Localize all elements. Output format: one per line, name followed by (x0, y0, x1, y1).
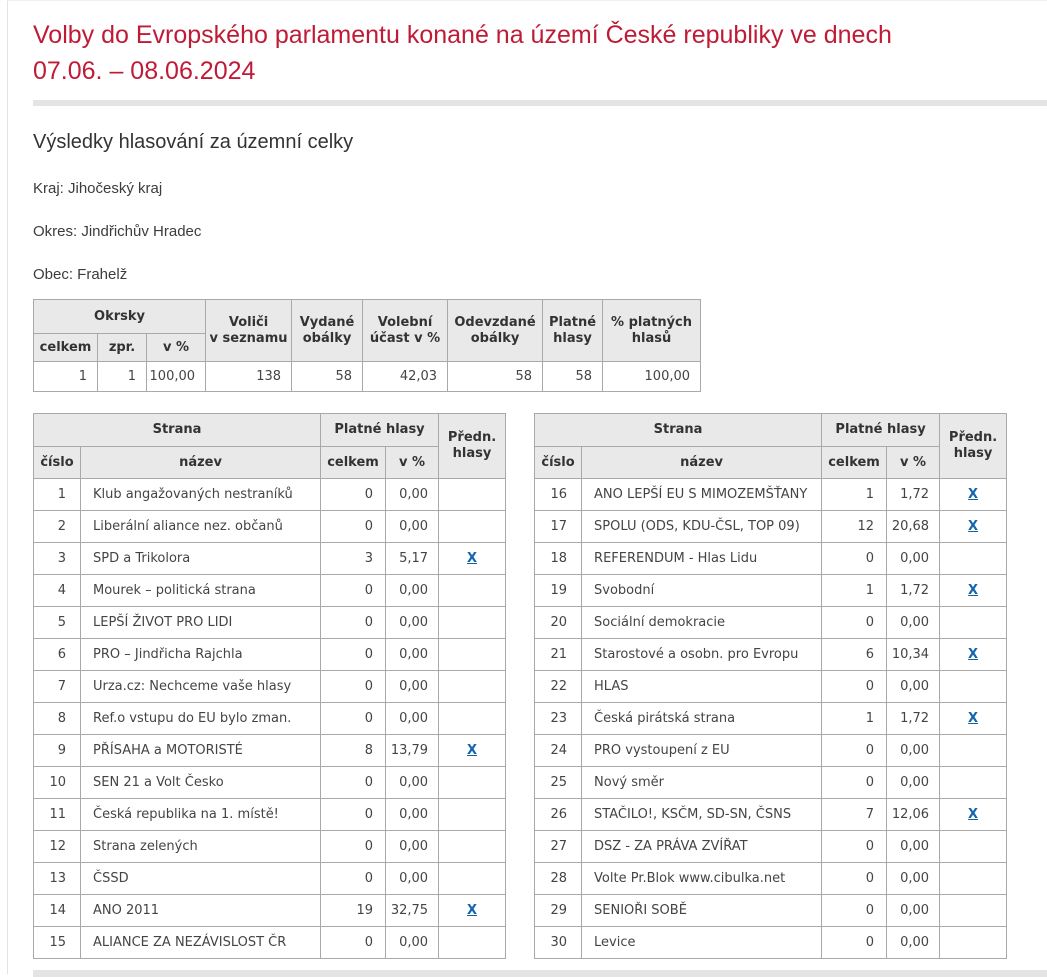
party-name: Nový směr (582, 767, 822, 799)
party-number: 3 (34, 543, 81, 575)
party-pref-cell (940, 575, 1007, 607)
nazev-header: název (582, 447, 822, 479)
party-votes-total: 8 (321, 735, 386, 767)
section-heading: Výsledky hlasování za územní celky (33, 131, 354, 153)
party-votes-total: 0 (822, 863, 887, 895)
party-name: PŘÍSAHA a MOTORISTÉ (81, 735, 321, 767)
party-name: Levice (582, 927, 822, 959)
party-votes-total: 0 (321, 575, 386, 607)
valid-votes-pct-value: 100,00 (603, 362, 701, 392)
party-pref-cell (439, 799, 506, 831)
title-divider (33, 100, 1047, 106)
party-number: 20 (535, 607, 582, 639)
party-votes-pct: 0,00 (386, 575, 439, 607)
party-number: 16 (535, 479, 582, 511)
party-pref-cell (940, 767, 1007, 799)
party-row (535, 543, 1007, 575)
party-row (34, 607, 506, 639)
pref-votes-link[interactable]: X (467, 743, 478, 758)
col-header-line: Vydané (299, 314, 355, 330)
party-votes-total: 3 (321, 543, 386, 575)
party-name: Česká republika na 1. místě! (81, 799, 321, 831)
party-votes-pct: 10,34 (887, 639, 940, 671)
party-row (34, 671, 506, 703)
col-header-line: Platné (549, 314, 597, 330)
page-top-rule (7, 0, 1047, 1)
page-title (33, 0, 1047, 89)
party-votes-total: 0 (822, 671, 887, 703)
party-votes-total: 6 (822, 639, 887, 671)
party-results-table-left (33, 413, 506, 959)
party-votes-pct: 12,06 (887, 799, 940, 831)
party-votes-pct: 0,00 (887, 607, 940, 639)
party-votes-pct: 0,00 (386, 799, 439, 831)
party-votes-total: 0 (321, 799, 386, 831)
party-name: ANO 2011 (81, 895, 321, 927)
party-votes-total: 0 (321, 639, 386, 671)
party-votes-total: 1 (822, 703, 887, 735)
party-pref-cell (439, 543, 506, 575)
cislo-header: číslo (535, 447, 582, 479)
party-pref-cell (940, 607, 1007, 639)
predn-hlasy-header (940, 414, 1007, 479)
party-votes-pct: 0,00 (386, 639, 439, 671)
region-line-kraj: Kraj: Jihočeský kraj (33, 180, 163, 197)
party-pref-cell (439, 735, 506, 767)
party-votes-pct: 0,00 (887, 543, 940, 575)
party-votes-total: 0 (321, 927, 386, 959)
party-votes-pct: 32,75 (386, 895, 439, 927)
party-name: Liberální aliance nez. občanů (81, 511, 321, 543)
party-pref-cell (940, 543, 1007, 575)
party-row (535, 575, 1007, 607)
celkem-header: celkem (321, 447, 386, 479)
party-results-table-right (534, 413, 1007, 959)
v-pct-header: v % (386, 447, 439, 479)
party-number: 17 (535, 511, 582, 543)
okrsky-group-header: Okrsky (34, 300, 206, 334)
party-row (535, 927, 1007, 959)
party-row (535, 735, 1007, 767)
party-votes-pct: 0,00 (386, 863, 439, 895)
party-row (535, 607, 1007, 639)
party-pref-cell (439, 927, 506, 959)
subcol-header-precincts-total: celkem (34, 334, 98, 362)
party-pref-cell (940, 703, 1007, 735)
col-header-line: % platných (611, 314, 693, 330)
party-votes-pct: 0,00 (386, 703, 439, 735)
predn-hlasy-header-line: hlasy (452, 446, 492, 461)
predn-hlasy-header (439, 414, 506, 479)
party-votes-total: 1 (822, 575, 887, 607)
party-name: ČSSD (81, 863, 321, 895)
col-header-line: Voliči (228, 314, 269, 330)
party-pref-cell (439, 671, 506, 703)
col-header-line: hlasů (631, 330, 672, 346)
party-name: ALIANCE ZA NEZÁVISLOST ČR (81, 927, 321, 959)
party-number: 14 (34, 895, 81, 927)
party-votes-total: 0 (822, 927, 887, 959)
turnout-pct-value: 42,03 (363, 362, 448, 392)
party-votes-total: 0 (321, 511, 386, 543)
party-pref-cell (940, 895, 1007, 927)
party-name: Ref.o vstupu do EU bylo zman. (81, 703, 321, 735)
party-number: 22 (535, 671, 582, 703)
party-pref-cell (940, 831, 1007, 863)
party-pref-cell (940, 799, 1007, 831)
pref-votes-link[interactable]: X (968, 583, 979, 598)
party-votes-pct: 5,17 (386, 543, 439, 575)
page-title-line2: 07.06. – 08.06.2024 (33, 57, 256, 85)
party-name: HLAS (582, 671, 822, 703)
party-number: 5 (34, 607, 81, 639)
col-header-valid-votes (543, 300, 603, 362)
party-name: LEPŠÍ ŽIVOT PRO LIDI (81, 607, 321, 639)
party-votes-pct: 0,00 (887, 831, 940, 863)
platne-hlasy-group-header: Platné hlasy (822, 414, 940, 447)
party-name: Strana zelených (81, 831, 321, 863)
party-votes-total: 12 (822, 511, 887, 543)
party-votes-total: 0 (822, 735, 887, 767)
party-votes-pct: 0,00 (386, 831, 439, 863)
subcol-header-precincts-processed: zpr. (98, 334, 147, 362)
party-votes-pct: 0,00 (386, 767, 439, 799)
nazev-header: název (81, 447, 321, 479)
party-votes-total: 0 (321, 607, 386, 639)
party-votes-total: 0 (822, 895, 887, 927)
pref-votes-link[interactable]: X (968, 807, 979, 822)
party-row (34, 831, 506, 863)
platne-hlasy-group-header: Platné hlasy (321, 414, 439, 447)
party-number: 7 (34, 671, 81, 703)
party-pref-cell (439, 767, 506, 799)
party-row (535, 479, 1007, 511)
pref-votes-link[interactable]: X (968, 647, 979, 662)
col-header-line: v seznamu (209, 330, 288, 346)
party-votes-total: 0 (822, 767, 887, 799)
party-row (34, 895, 506, 927)
precincts-processed-value: 1 (98, 362, 147, 392)
party-number: 30 (535, 927, 582, 959)
party-number: 28 (535, 863, 582, 895)
party-votes-total: 7 (822, 799, 887, 831)
party-row (34, 575, 506, 607)
party-row (34, 927, 506, 959)
party-row (34, 863, 506, 895)
party-row (34, 767, 506, 799)
party-name: Sociální demokracie (582, 607, 822, 639)
pref-votes-link[interactable]: X (968, 711, 979, 726)
col-header-line: hlasy (553, 330, 592, 346)
precincts-total-value: 1 (34, 362, 98, 392)
party-name: PRO – Jindřicha Rajchla (81, 639, 321, 671)
party-number: 4 (34, 575, 81, 607)
party-name: SENIOŘI SOBĚ (582, 895, 822, 927)
party-pref-cell (439, 575, 506, 607)
page-content (33, 0, 1047, 977)
col-header-line: účast v % (369, 330, 441, 346)
party-name: PRO vystoupení z EU (582, 735, 822, 767)
turnout-summary-table (33, 299, 701, 392)
party-votes-total: 0 (321, 863, 386, 895)
party-votes-pct: 0,00 (386, 607, 439, 639)
party-pref-cell (940, 479, 1007, 511)
party-number: 18 (535, 543, 582, 575)
party-votes-total: 0 (822, 543, 887, 575)
party-votes-total: 0 (321, 671, 386, 703)
party-pref-cell (940, 863, 1007, 895)
col-header-envelopes-issued (292, 300, 363, 362)
party-number: 15 (34, 927, 81, 959)
party-pref-cell (439, 607, 506, 639)
predn-hlasy-header-line: Předn. (447, 430, 497, 445)
party-votes-pct: 0,00 (887, 863, 940, 895)
party-votes-total: 1 (822, 479, 887, 511)
col-header-voters-registered (206, 300, 292, 362)
party-number: 8 (34, 703, 81, 735)
party-votes-total: 0 (822, 831, 887, 863)
party-tables-container (33, 413, 1047, 959)
party-number: 6 (34, 639, 81, 671)
party-votes-pct: 13,79 (386, 735, 439, 767)
party-votes-pct: 0,00 (887, 927, 940, 959)
party-number: 29 (535, 895, 582, 927)
party-name: Mourek – politická strana (81, 575, 321, 607)
party-votes-total: 0 (321, 479, 386, 511)
party-number: 27 (535, 831, 582, 863)
party-name: SEN 21 a Volt Česko (81, 767, 321, 799)
party-pref-cell (940, 735, 1007, 767)
party-number: 9 (34, 735, 81, 767)
col-header-line: Odevzdané (454, 314, 536, 330)
party-name: Starostové a osobn. pro Evropu (582, 639, 822, 671)
party-votes-pct: 1,72 (887, 703, 940, 735)
envelopes-returned-value: 58 (448, 362, 543, 392)
party-pref-cell (940, 927, 1007, 959)
party-votes-total: 19 (321, 895, 386, 927)
valid-votes-value: 58 (543, 362, 603, 392)
pref-votes-link[interactable]: X (467, 903, 478, 918)
party-votes-pct: 1,72 (887, 575, 940, 607)
party-pref-cell (439, 863, 506, 895)
party-row (34, 735, 506, 767)
party-row (34, 799, 506, 831)
party-number: 25 (535, 767, 582, 799)
pref-votes-link[interactable]: X (968, 487, 979, 502)
party-name: SPOLU (ODS, KDU-ČSL, TOP 09) (582, 511, 822, 543)
pref-votes-link[interactable]: X (968, 519, 979, 534)
summary-values-row (34, 362, 701, 392)
party-votes-pct: 0,00 (386, 479, 439, 511)
party-name: SPD a Trikolora (81, 543, 321, 575)
party-row (535, 863, 1007, 895)
party-pref-cell (439, 511, 506, 543)
party-number: 10 (34, 767, 81, 799)
v-pct-header: v % (887, 447, 940, 479)
col-header-line: Volební (377, 314, 433, 330)
predn-hlasy-header-line: Předn. (948, 430, 998, 445)
party-number: 23 (535, 703, 582, 735)
region-line-okres: Okres: Jindřichův Hradec (33, 223, 202, 240)
party-row (34, 543, 506, 575)
col-header-line: obálky (302, 330, 352, 346)
party-votes-total: 0 (822, 607, 887, 639)
col-header-envelopes-returned (448, 300, 543, 362)
strana-group-header: Strana (535, 414, 822, 447)
party-name: Klub angažovaných nestraníků (81, 479, 321, 511)
cislo-header: číslo (34, 447, 81, 479)
precincts-pct-value: 100,00 (147, 362, 206, 392)
col-header-turnout-pct (363, 300, 448, 362)
party-pref-cell (940, 511, 1007, 543)
party-row (34, 703, 506, 735)
party-name: Svobodní (582, 575, 822, 607)
party-name: STAČILO!, KSČM, SD-SN, ČSNS (582, 799, 822, 831)
party-pref-cell (940, 671, 1007, 703)
pref-votes-link[interactable]: X (467, 551, 478, 566)
party-votes-pct: 0,00 (386, 927, 439, 959)
party-row (34, 479, 506, 511)
party-pref-cell (940, 639, 1007, 671)
party-votes-total: 0 (321, 831, 386, 863)
party-votes-pct: 0,00 (887, 671, 940, 703)
party-pref-cell (439, 831, 506, 863)
party-number: 26 (535, 799, 582, 831)
party-row (535, 511, 1007, 543)
party-pref-cell (439, 639, 506, 671)
party-name: ANO LEPŠÍ EU S MIMOZEMŠŤANY (582, 479, 822, 511)
party-votes-pct: 0,00 (887, 895, 940, 927)
page-title-line1: Volby do Evropského parlamentu konané na území České republiky ve dnech (33, 21, 892, 49)
page-left-rule (7, 0, 8, 974)
party-number: 2 (34, 511, 81, 543)
party-number: 1 (34, 479, 81, 511)
party-votes-pct: 0,00 (386, 671, 439, 703)
party-votes-pct: 0,00 (887, 735, 940, 767)
party-row (535, 671, 1007, 703)
party-name: REFERENDUM - Hlas Lidu (582, 543, 822, 575)
party-number: 11 (34, 799, 81, 831)
party-row (34, 639, 506, 671)
party-row (535, 639, 1007, 671)
party-name: Česká pirátská strana (582, 703, 822, 735)
party-votes-total: 0 (321, 767, 386, 799)
strana-group-header: Strana (34, 414, 321, 447)
party-votes-total: 0 (321, 703, 386, 735)
predn-hlasy-header-line: hlasy (953, 446, 993, 461)
party-votes-pct: 0,00 (887, 767, 940, 799)
party-row (535, 767, 1007, 799)
party-number: 12 (34, 831, 81, 863)
party-votes-pct: 20,68 (887, 511, 940, 543)
envelopes-issued-value: 58 (292, 362, 363, 392)
party-row (535, 703, 1007, 735)
party-row (535, 831, 1007, 863)
celkem-header: celkem (822, 447, 887, 479)
party-votes-pct: 0,00 (386, 511, 439, 543)
party-name: DSZ - ZA PRÁVA ZVÍŘAT (582, 831, 822, 863)
voters-registered-value: 138 (206, 362, 292, 392)
party-pref-cell (439, 479, 506, 511)
col-header-valid-votes-pct (603, 300, 701, 362)
party-row (535, 799, 1007, 831)
party-number: 19 (535, 575, 582, 607)
region-line-obec: Obec: Frahelž (33, 266, 128, 283)
party-pref-cell (439, 895, 506, 927)
party-row (535, 895, 1007, 927)
party-number: 13 (34, 863, 81, 895)
party-pref-cell (439, 703, 506, 735)
party-votes-pct: 1,72 (887, 479, 940, 511)
party-number: 21 (535, 639, 582, 671)
party-name: Volte Pr.Blok www.cibulka.net (582, 863, 822, 895)
col-header-line: obálky (470, 330, 520, 346)
subcol-header-precincts-pct: v % (147, 334, 206, 362)
party-number: 24 (535, 735, 582, 767)
party-row (34, 511, 506, 543)
party-name: Urza.cz: Nechceme vaše hlasy (81, 671, 321, 703)
